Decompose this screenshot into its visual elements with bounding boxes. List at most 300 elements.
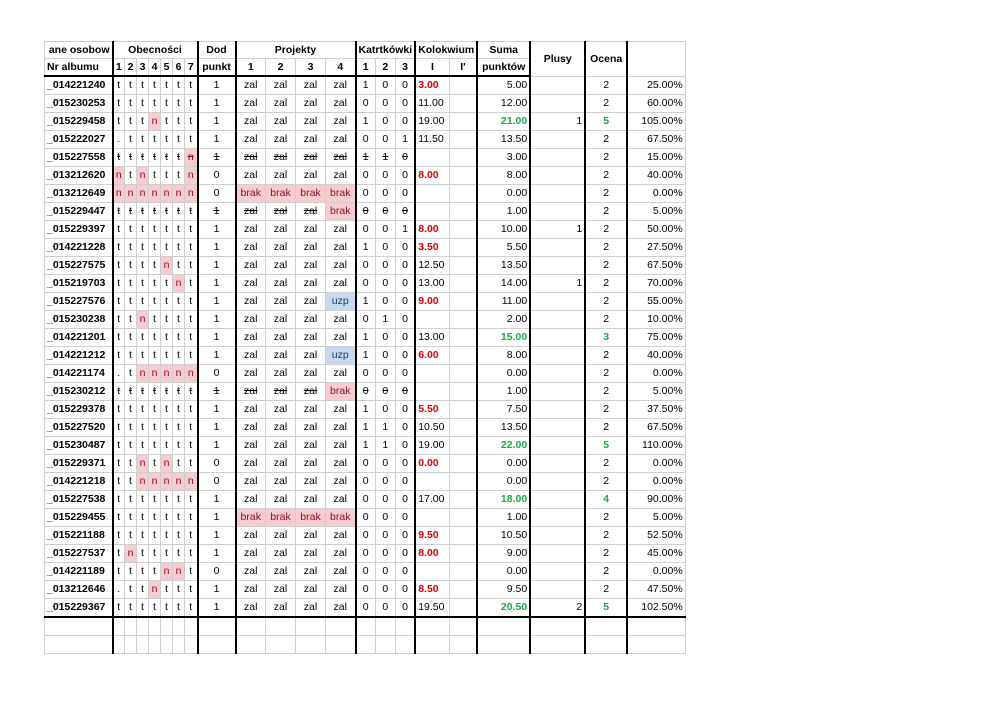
project-cell[interactable]: zal (266, 239, 296, 257)
attendance-cell[interactable]: n (161, 455, 173, 473)
attendance-cell[interactable]: t (149, 149, 161, 167)
colloquium-1[interactable]: 9.00 (415, 293, 449, 311)
attendance-cell[interactable]: t (149, 131, 161, 149)
quiz-cell[interactable]: 0 (395, 149, 415, 167)
attendance-cell[interactable]: t (161, 401, 173, 419)
student-id[interactable]: _015227575 (45, 257, 113, 275)
plus-count[interactable] (530, 149, 585, 167)
attendance-cell[interactable]: t (161, 437, 173, 455)
quiz-cell[interactable]: 0 (356, 257, 376, 275)
quiz-cell[interactable]: 0 (375, 563, 395, 581)
attendance-cell[interactable]: t (173, 131, 185, 149)
quiz-cell[interactable]: 0 (375, 203, 395, 221)
project-cell[interactable]: zal (326, 239, 356, 257)
empty-cell[interactable] (415, 636, 449, 654)
attendance-cell[interactable]: n (149, 581, 161, 599)
attendance-cell[interactable]: t (137, 347, 149, 365)
attendance-cell[interactable]: n (125, 185, 137, 203)
attendance-cell[interactable]: t (125, 437, 137, 455)
bonus-point[interactable]: 0 (198, 167, 236, 185)
bonus-point[interactable]: 1 (198, 329, 236, 347)
attendance-cell[interactable]: t (173, 167, 185, 185)
empty-cell[interactable] (585, 636, 627, 654)
quiz-cell[interactable]: 0 (395, 275, 415, 293)
attendance-cell[interactable]: t (125, 347, 137, 365)
plus-count[interactable]: 2 (530, 599, 585, 618)
project-cell[interactable]: zal (236, 149, 266, 167)
colloquium-1[interactable]: 8.50 (415, 581, 449, 599)
quiz-cell[interactable]: 0 (375, 76, 395, 95)
quiz-cell[interactable]: 0 (395, 527, 415, 545)
quiz-cell[interactable]: 1 (356, 401, 376, 419)
attendance-cell[interactable]: t (185, 95, 198, 113)
empty-cell[interactable] (266, 636, 296, 654)
quiz-cell[interactable]: 0 (395, 581, 415, 599)
bonus-point[interactable]: 1 (198, 419, 236, 437)
project-cell[interactable]: zal (236, 167, 266, 185)
attendance-cell[interactable]: t (113, 383, 125, 401)
attendance-cell[interactable]: t (125, 599, 137, 618)
quiz-cell[interactable]: 0 (395, 365, 415, 383)
quiz-cell[interactable]: 1 (375, 437, 395, 455)
empty-cell[interactable] (530, 636, 585, 654)
student-id[interactable]: _014221212 (45, 347, 113, 365)
student-id[interactable]: _015227520 (45, 419, 113, 437)
empty-cell[interactable] (125, 617, 137, 636)
empty-cell[interactable] (266, 617, 296, 636)
quiz-cell[interactable]: 0 (356, 599, 376, 618)
student-id[interactable]: _014221189 (45, 563, 113, 581)
attendance-cell[interactable]: t (113, 95, 125, 113)
attendance-cell[interactable]: n (185, 185, 198, 203)
empty-cell[interactable] (296, 617, 326, 636)
project-cell[interactable]: zal (296, 311, 326, 329)
quiz-cell[interactable]: 0 (375, 275, 395, 293)
attendance-cell[interactable]: t (149, 95, 161, 113)
attendance-cell[interactable]: t (149, 419, 161, 437)
attendance-cell[interactable]: t (125, 221, 137, 239)
attendance-cell[interactable]: t (125, 383, 137, 401)
colloquium-1[interactable] (415, 149, 449, 167)
empty-cell[interactable] (530, 617, 585, 636)
attendance-cell[interactable]: t (113, 203, 125, 221)
empty-cell[interactable] (627, 636, 685, 654)
attendance-cell[interactable]: t (137, 76, 149, 95)
attendance-cell[interactable]: t (137, 509, 149, 527)
bonus-point[interactable]: 1 (198, 599, 236, 618)
colloquium-1[interactable]: 11.00 (415, 95, 449, 113)
project-cell[interactable]: brak (266, 509, 296, 527)
project-cell[interactable]: zal (266, 581, 296, 599)
attendance-cell[interactable]: t (161, 113, 173, 131)
attendance-cell[interactable]: t (125, 455, 137, 473)
attendance-cell[interactable]: t (125, 419, 137, 437)
project-cell[interactable]: zal (296, 257, 326, 275)
bonus-point[interactable]: 1 (198, 437, 236, 455)
project-cell[interactable]: zal (296, 563, 326, 581)
attendance-cell[interactable]: t (113, 455, 125, 473)
attendance-cell[interactable]: t (149, 347, 161, 365)
attendance-cell[interactable]: t (173, 95, 185, 113)
attendance-cell[interactable]: t (161, 527, 173, 545)
colloquium-2[interactable] (449, 509, 477, 527)
attendance-cell[interactable]: t (161, 76, 173, 95)
project-cell[interactable]: zal (236, 599, 266, 618)
project-cell[interactable]: brak (296, 509, 326, 527)
attendance-cell[interactable]: t (125, 95, 137, 113)
project-cell[interactable]: zal (296, 239, 326, 257)
plus-count[interactable] (530, 131, 585, 149)
attendance-cell[interactable]: t (125, 311, 137, 329)
project-cell[interactable]: zal (266, 545, 296, 563)
empty-cell[interactable] (236, 617, 266, 636)
attendance-cell[interactable]: t (125, 401, 137, 419)
attendance-cell[interactable]: t (173, 293, 185, 311)
quiz-cell[interactable]: 1 (375, 419, 395, 437)
attendance-cell[interactable]: t (125, 203, 137, 221)
attendance-cell[interactable]: n (185, 473, 198, 491)
attendance-cell[interactable]: t (185, 383, 198, 401)
attendance-cell[interactable]: t (173, 383, 185, 401)
attendance-cell[interactable]: . (113, 365, 125, 383)
attendance-cell[interactable]: t (185, 347, 198, 365)
colloquium-2[interactable] (449, 95, 477, 113)
project-cell[interactable]: zal (266, 455, 296, 473)
attendance-cell[interactable]: t (161, 311, 173, 329)
student-id[interactable]: _015229397 (45, 221, 113, 239)
bonus-point[interactable]: 1 (198, 383, 236, 401)
empty-cell[interactable] (296, 636, 326, 654)
attendance-cell[interactable]: t (161, 329, 173, 347)
project-cell[interactable]: zal (236, 401, 266, 419)
project-cell[interactable]: zal (236, 527, 266, 545)
attendance-cell[interactable]: n (185, 167, 198, 185)
student-id[interactable]: _015227558 (45, 149, 113, 167)
quiz-cell[interactable]: 0 (395, 203, 415, 221)
attendance-cell[interactable]: t (173, 509, 185, 527)
attendance-cell[interactable]: t (137, 257, 149, 275)
attendance-cell[interactable]: t (173, 76, 185, 95)
project-cell[interactable]: zal (296, 76, 326, 95)
attendance-cell[interactable]: t (173, 545, 185, 563)
colloquium-2[interactable] (449, 76, 477, 95)
attendance-cell[interactable]: t (185, 545, 198, 563)
project-cell[interactable]: zal (266, 347, 296, 365)
student-id[interactable]: _014221174 (45, 365, 113, 383)
attendance-cell[interactable]: t (185, 401, 198, 419)
empty-cell[interactable] (149, 617, 161, 636)
project-cell[interactable]: zal (236, 365, 266, 383)
attendance-cell[interactable]: n (113, 185, 125, 203)
plus-count[interactable] (530, 491, 585, 509)
project-cell[interactable]: zal (326, 76, 356, 95)
project-cell[interactable]: zal (296, 131, 326, 149)
attendance-cell[interactable]: t (113, 239, 125, 257)
student-id[interactable]: _015227576 (45, 293, 113, 311)
project-cell[interactable]: zal (236, 95, 266, 113)
attendance-cell[interactable]: t (113, 221, 125, 239)
project-cell[interactable]: zal (266, 293, 296, 311)
project-cell[interactable]: zal (236, 329, 266, 347)
attendance-cell[interactable]: t (137, 203, 149, 221)
attendance-cell[interactable]: t (185, 581, 198, 599)
empty-cell[interactable] (477, 636, 530, 654)
empty-cell[interactable] (125, 636, 137, 654)
bonus-point[interactable]: 1 (198, 131, 236, 149)
attendance-cell[interactable]: t (113, 293, 125, 311)
attendance-cell[interactable]: n (137, 473, 149, 491)
project-cell[interactable]: zal (266, 131, 296, 149)
attendance-cell[interactable]: t (149, 599, 161, 618)
project-cell[interactable]: zal (296, 347, 326, 365)
colloquium-1[interactable]: 17.00 (415, 491, 449, 509)
colloquium-1[interactable] (415, 383, 449, 401)
empty-cell[interactable] (236, 636, 266, 654)
student-id[interactable]: _014221228 (45, 239, 113, 257)
attendance-cell[interactable]: t (137, 239, 149, 257)
bonus-point[interactable]: 1 (198, 509, 236, 527)
colloquium-1[interactable] (415, 365, 449, 383)
project-cell[interactable]: zal (326, 131, 356, 149)
project-cell[interactable]: zal (266, 167, 296, 185)
project-cell[interactable]: zal (266, 95, 296, 113)
attendance-cell[interactable]: t (161, 581, 173, 599)
bonus-point[interactable]: 0 (198, 563, 236, 581)
attendance-cell[interactable]: t (113, 545, 125, 563)
project-cell[interactable]: zal (266, 149, 296, 167)
attendance-cell[interactable]: t (125, 365, 137, 383)
plus-count[interactable] (530, 563, 585, 581)
project-cell[interactable]: zal (236, 545, 266, 563)
attendance-cell[interactable]: n (137, 311, 149, 329)
colloquium-2[interactable] (449, 365, 477, 383)
attendance-cell[interactable]: t (185, 419, 198, 437)
student-id[interactable]: _014221201 (45, 329, 113, 347)
attendance-cell[interactable]: n (173, 365, 185, 383)
attendance-cell[interactable]: t (173, 149, 185, 167)
student-id[interactable]: _015230238 (45, 311, 113, 329)
quiz-cell[interactable]: 0 (356, 491, 376, 509)
project-cell[interactable]: zal (326, 419, 356, 437)
attendance-cell[interactable]: n (137, 365, 149, 383)
empty-cell[interactable] (375, 617, 395, 636)
project-cell[interactable]: zal (236, 347, 266, 365)
project-cell[interactable]: zal (326, 275, 356, 293)
quiz-cell[interactable]: 0 (356, 95, 376, 113)
attendance-cell[interactable]: t (173, 401, 185, 419)
project-cell[interactable]: zal (326, 473, 356, 491)
project-cell[interactable]: zal (296, 437, 326, 455)
attendance-cell[interactable]: t (113, 599, 125, 618)
attendance-cell[interactable]: t (173, 599, 185, 618)
student-id[interactable]: _015222027 (45, 131, 113, 149)
attendance-cell[interactable]: n (185, 365, 198, 383)
attendance-cell[interactable]: t (137, 95, 149, 113)
plus-count[interactable] (530, 401, 585, 419)
plus-count[interactable]: 1 (530, 275, 585, 293)
empty-cell[interactable] (449, 636, 477, 654)
colloquium-2[interactable] (449, 599, 477, 618)
quiz-cell[interactable]: 0 (375, 491, 395, 509)
project-cell[interactable]: brak (326, 383, 356, 401)
attendance-cell[interactable]: t (137, 599, 149, 618)
attendance-cell[interactable]: t (185, 257, 198, 275)
quiz-cell[interactable]: 0 (356, 221, 376, 239)
colloquium-1[interactable]: 6.00 (415, 347, 449, 365)
empty-cell[interactable] (449, 617, 477, 636)
project-cell[interactable]: zal (296, 113, 326, 131)
attendance-cell[interactable]: t (113, 473, 125, 491)
colloquium-2[interactable] (449, 185, 477, 203)
project-cell[interactable]: zal (266, 599, 296, 618)
attendance-cell[interactable]: t (161, 275, 173, 293)
project-cell[interactable]: zal (326, 167, 356, 185)
bonus-point[interactable]: 1 (198, 275, 236, 293)
attendance-cell[interactable]: t (113, 401, 125, 419)
empty-cell[interactable] (45, 636, 113, 654)
colloquium-1[interactable]: 19.50 (415, 599, 449, 618)
attendance-cell[interactable]: n (149, 365, 161, 383)
quiz-cell[interactable]: 0 (395, 311, 415, 329)
attendance-cell[interactable]: n (161, 257, 173, 275)
colloquium-2[interactable] (449, 419, 477, 437)
project-cell[interactable]: zal (326, 527, 356, 545)
attendance-cell[interactable]: t (137, 581, 149, 599)
quiz-cell[interactable]: 0 (375, 473, 395, 491)
attendance-cell[interactable]: n (185, 149, 198, 167)
attendance-cell[interactable]: t (173, 419, 185, 437)
bonus-point[interactable]: 0 (198, 455, 236, 473)
empty-cell[interactable] (395, 617, 415, 636)
colloquium-2[interactable] (449, 491, 477, 509)
quiz-cell[interactable]: 0 (356, 581, 376, 599)
quiz-cell[interactable]: 0 (375, 545, 395, 563)
colloquium-1[interactable]: 8.00 (415, 545, 449, 563)
colloquium-1[interactable]: 9.50 (415, 527, 449, 545)
attendance-cell[interactable]: t (125, 509, 137, 527)
quiz-cell[interactable]: 0 (356, 131, 376, 149)
quiz-cell[interactable]: 0 (395, 329, 415, 347)
empty-cell[interactable] (45, 617, 113, 636)
attendance-cell[interactable]: t (161, 599, 173, 618)
attendance-cell[interactable]: t (137, 419, 149, 437)
quiz-cell[interactable]: 1 (375, 149, 395, 167)
attendance-cell[interactable]: t (125, 581, 137, 599)
attendance-cell[interactable]: t (149, 203, 161, 221)
colloquium-1[interactable] (415, 203, 449, 221)
project-cell[interactable]: zal (236, 455, 266, 473)
project-cell[interactable]: zal (296, 203, 326, 221)
plus-count[interactable] (530, 311, 585, 329)
attendance-cell[interactable]: t (185, 599, 198, 618)
plus-count[interactable] (530, 527, 585, 545)
attendance-cell[interactable]: n (161, 563, 173, 581)
attendance-cell[interactable]: t (137, 563, 149, 581)
empty-cell[interactable] (585, 617, 627, 636)
empty-cell[interactable] (477, 617, 530, 636)
project-cell[interactable]: zal (266, 113, 296, 131)
attendance-cell[interactable]: t (173, 527, 185, 545)
attendance-cell[interactable]: t (125, 473, 137, 491)
attendance-cell[interactable]: t (173, 239, 185, 257)
attendance-cell[interactable]: t (113, 311, 125, 329)
quiz-cell[interactable]: 0 (375, 221, 395, 239)
project-cell[interactable]: zal (296, 581, 326, 599)
colloquium-1[interactable]: 5.50 (415, 401, 449, 419)
attendance-cell[interactable]: t (185, 563, 198, 581)
quiz-cell[interactable]: 0 (375, 329, 395, 347)
quiz-cell[interactable]: 0 (395, 293, 415, 311)
colloquium-1[interactable]: 12.50 (415, 257, 449, 275)
project-cell[interactable]: zal (326, 221, 356, 239)
attendance-cell[interactable]: t (125, 275, 137, 293)
attendance-cell[interactable]: t (185, 437, 198, 455)
plus-count[interactable] (530, 203, 585, 221)
attendance-cell[interactable]: t (137, 383, 149, 401)
project-cell[interactable]: zal (266, 221, 296, 239)
project-cell[interactable]: zal (326, 545, 356, 563)
colloquium-2[interactable] (449, 329, 477, 347)
project-cell[interactable]: zal (236, 419, 266, 437)
colloquium-2[interactable] (449, 527, 477, 545)
attendance-cell[interactable]: . (113, 131, 125, 149)
attendance-cell[interactable]: n (137, 185, 149, 203)
attendance-cell[interactable]: t (125, 329, 137, 347)
project-cell[interactable]: zal (296, 599, 326, 618)
empty-cell[interactable] (415, 617, 449, 636)
quiz-cell[interactable]: 0 (395, 545, 415, 563)
attendance-cell[interactable]: n (173, 185, 185, 203)
project-cell[interactable]: zal (326, 563, 356, 581)
colloquium-2[interactable] (449, 113, 477, 131)
project-cell[interactable]: zal (326, 455, 356, 473)
attendance-cell[interactable]: t (149, 437, 161, 455)
project-cell[interactable]: zal (296, 149, 326, 167)
project-cell[interactable]: zal (266, 311, 296, 329)
project-cell[interactable]: zal (266, 527, 296, 545)
quiz-cell[interactable]: 0 (375, 95, 395, 113)
quiz-cell[interactable]: 0 (375, 365, 395, 383)
colloquium-1[interactable]: 0.00 (415, 455, 449, 473)
quiz-cell[interactable]: 0 (375, 131, 395, 149)
project-cell[interactable]: zal (236, 76, 266, 95)
bonus-point[interactable]: 1 (198, 76, 236, 95)
colloquium-2[interactable] (449, 167, 477, 185)
attendance-cell[interactable]: t (137, 401, 149, 419)
attendance-cell[interactable]: t (137, 437, 149, 455)
bonus-point[interactable]: 1 (198, 203, 236, 221)
attendance-cell[interactable]: t (113, 257, 125, 275)
colloquium-2[interactable] (449, 257, 477, 275)
colloquium-2[interactable] (449, 275, 477, 293)
empty-cell[interactable] (375, 636, 395, 654)
attendance-cell[interactable]: t (125, 563, 137, 581)
colloquium-1[interactable]: 13.00 (415, 275, 449, 293)
quiz-cell[interactable]: 0 (375, 293, 395, 311)
student-id[interactable]: _015221188 (45, 527, 113, 545)
attendance-cell[interactable]: n (161, 185, 173, 203)
empty-cell[interactable] (113, 636, 125, 654)
attendance-cell[interactable]: t (161, 419, 173, 437)
project-cell[interactable]: zal (236, 581, 266, 599)
attendance-cell[interactable]: n (149, 185, 161, 203)
plus-count[interactable]: 1 (530, 221, 585, 239)
quiz-cell[interactable]: 0 (395, 95, 415, 113)
student-id[interactable]: _015230212 (45, 383, 113, 401)
attendance-cell[interactable]: t (113, 347, 125, 365)
project-cell[interactable]: zal (266, 257, 296, 275)
project-cell[interactable]: zal (236, 563, 266, 581)
